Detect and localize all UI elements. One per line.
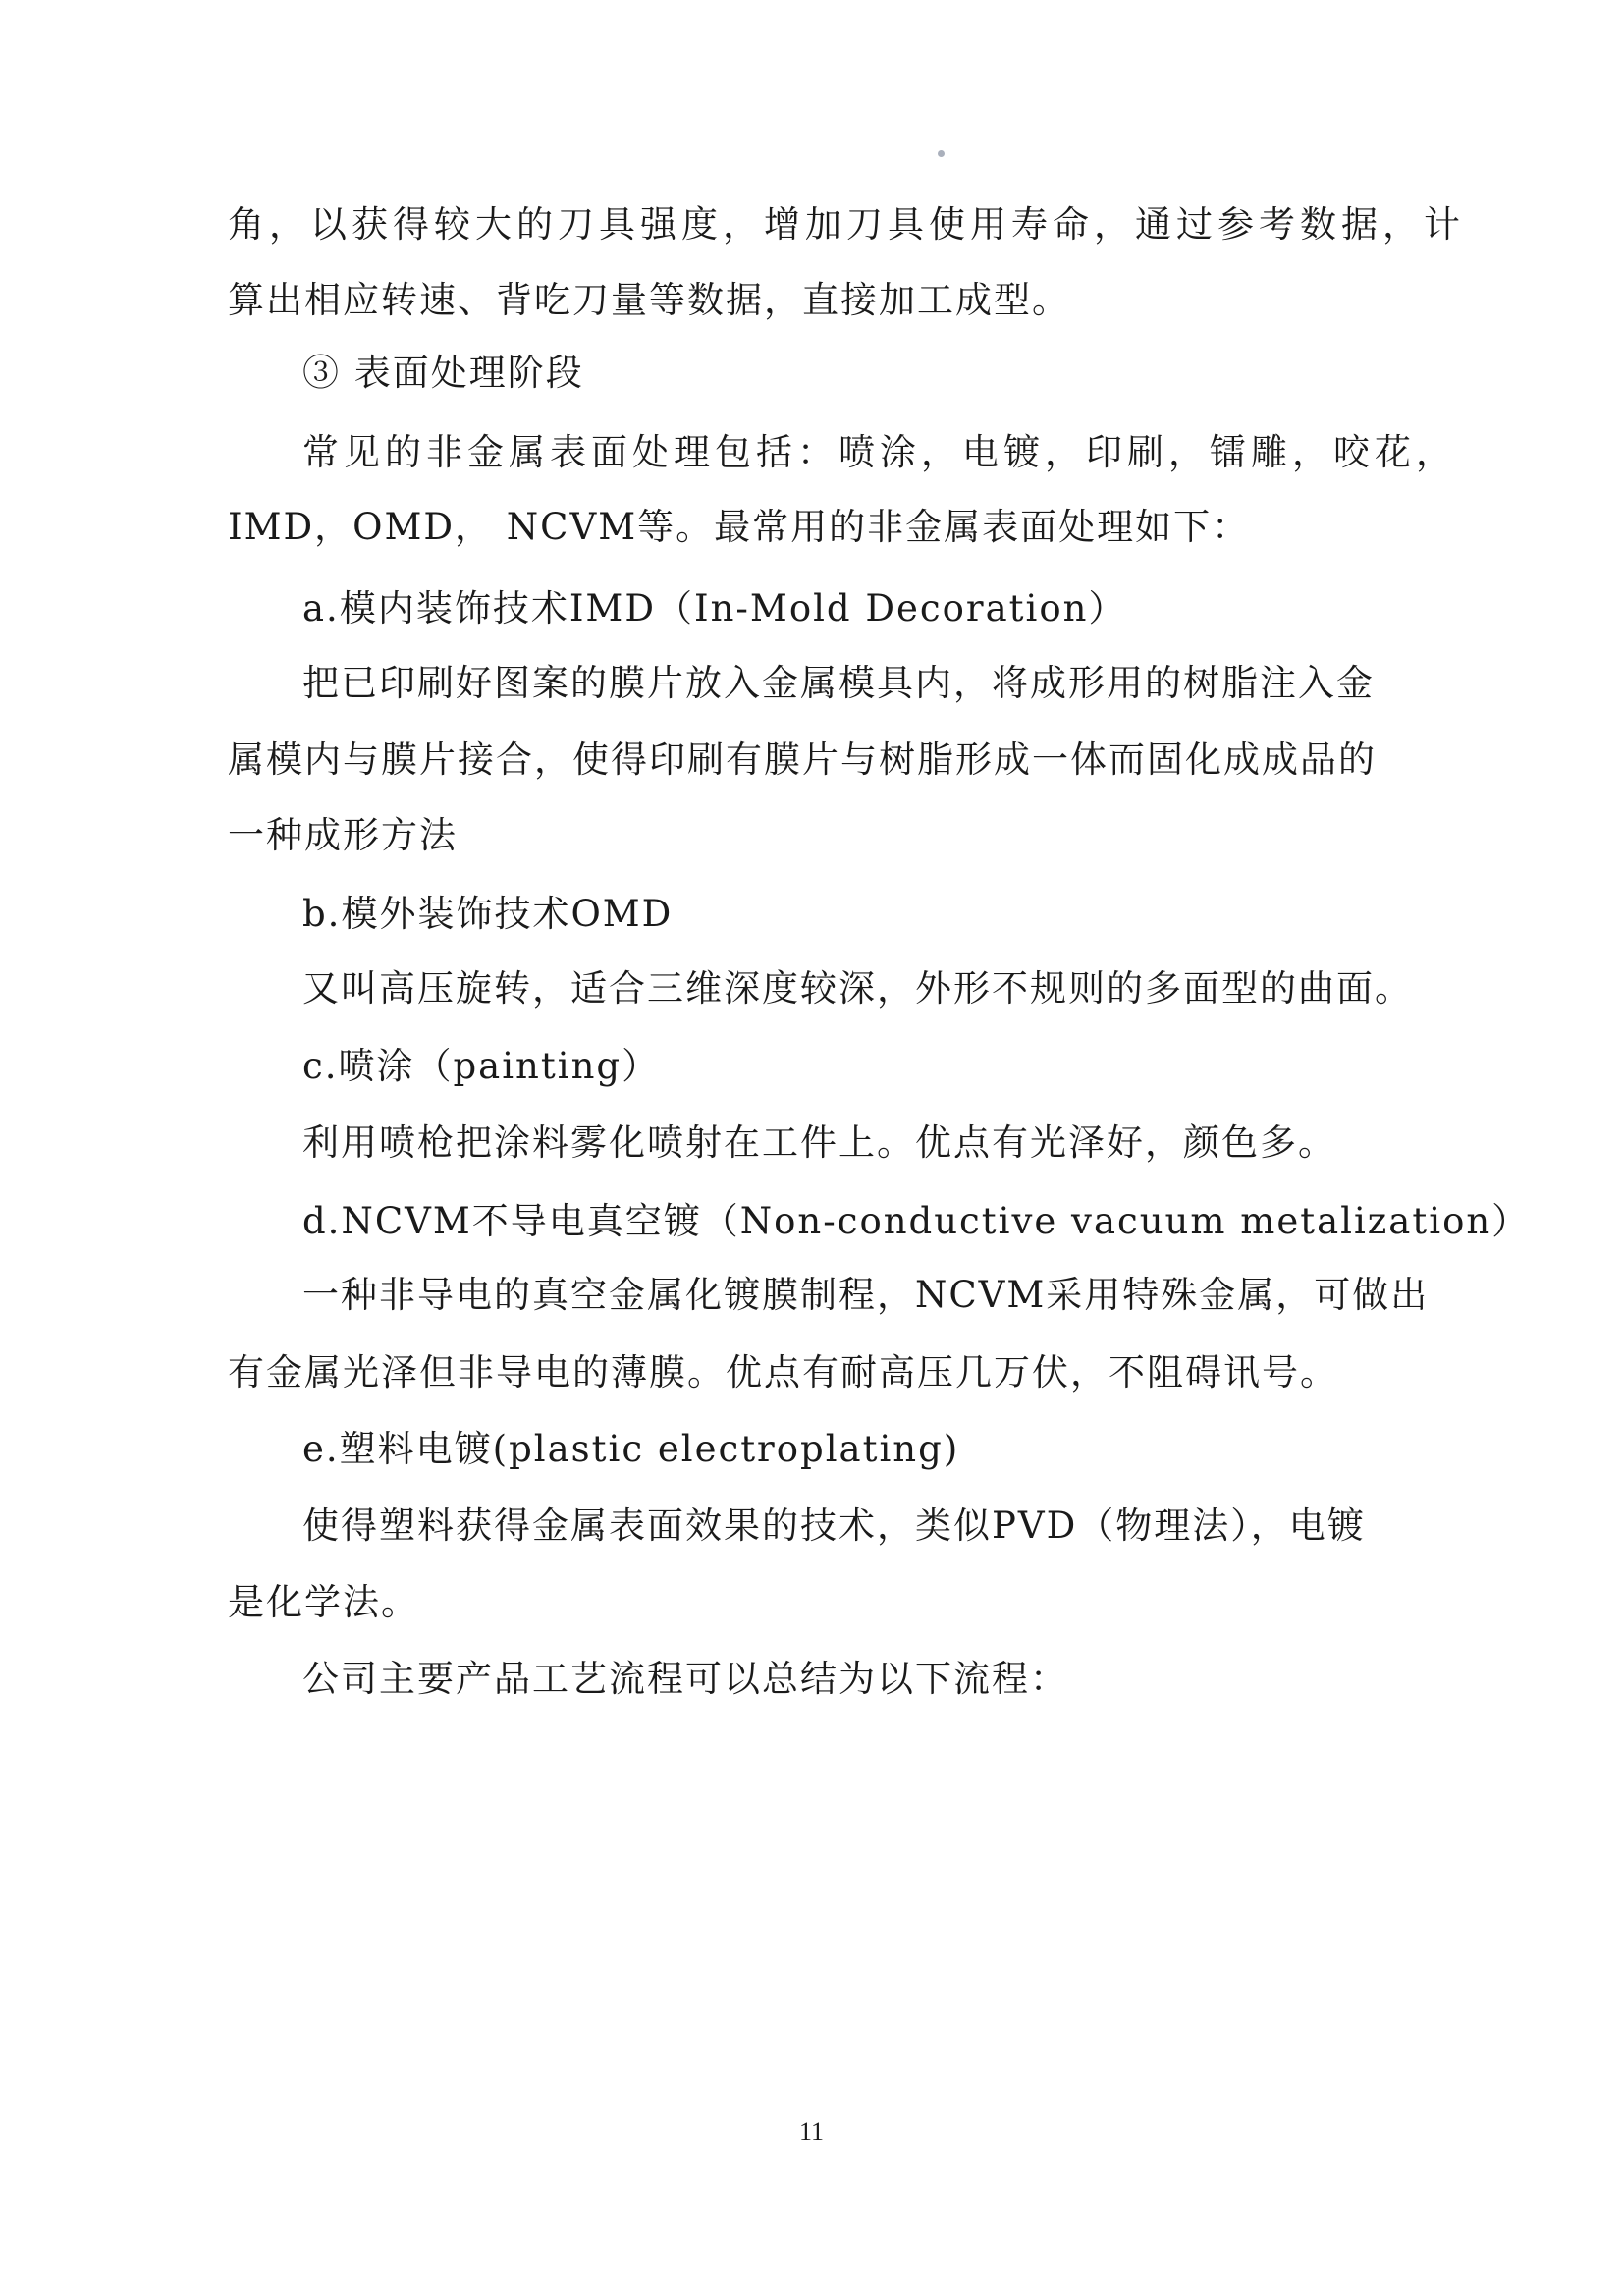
- paragraph-line: 算出相应转速、背吃刀量等数据，直接加工成型。: [228, 279, 1070, 321]
- paragraph-line: 角，以获得较大的刀具强度，增加刀具使用寿命，通过参考数据，计: [228, 203, 1465, 246]
- paragraph-line: 一种非导电的真空金属化镀膜制程，NCVM采用特殊金属，可做出: [302, 1274, 1430, 1316]
- paragraph-line: 常见的非金属表面处理包括：喷涂，电镀，印刷，镭雕，咬花，: [302, 431, 1457, 473]
- paragraph-line: 使得塑料获得金属表面效果的技术，类似PVD（物理法），电镀: [302, 1504, 1366, 1547]
- item-heading-b: b.模外装饰技术OMD: [302, 893, 674, 935]
- paragraph-line: 把已印刷好图案的膜片放入金属模具内，将成形用的树脂注入金: [302, 662, 1375, 704]
- item-heading-c: c.喷涂（painting）: [302, 1045, 661, 1087]
- item-heading-e: e.塑料电镀(plastic electroplating): [302, 1428, 960, 1470]
- paragraph-line: 又叫高压旋转，适合三维深度较深，外形不规则的多面型的曲面。: [302, 967, 1413, 1010]
- item-heading-a: a.模内装饰技术IMD（In-Mold Decoration）: [302, 587, 1127, 629]
- paragraph-line: 一种成形方法: [228, 814, 458, 856]
- paragraph-line: 公司主要产品工艺流程可以总结为以下流程：: [302, 1658, 1068, 1700]
- paragraph-line: IMD，OMD， NCVM等。最常用的非金属表面处理如下：: [228, 506, 1251, 548]
- paragraph-line: 利用喷枪把涂料雾化喷射在工件上。优点有光泽好，颜色多。: [302, 1121, 1336, 1164]
- page-number: 11: [798, 2117, 825, 2146]
- paragraph-line: 是化学法。: [228, 1581, 419, 1623]
- paragraph-line: 有金属光泽但非导电的薄膜。优点有耐高压几万伏，不阻碍讯号。: [228, 1351, 1338, 1394]
- item-heading-d: d.NCVM不导电真空镀（Non-conductive vacuum metalization）: [302, 1200, 1531, 1242]
- section-heading: ③ 表面处理阶段: [302, 352, 584, 394]
- scan-speck: [938, 150, 945, 157]
- paragraph-line: 属模内与膜片接合，使得印刷有膜片与树脂形成一体而固化成成品的: [228, 738, 1377, 781]
